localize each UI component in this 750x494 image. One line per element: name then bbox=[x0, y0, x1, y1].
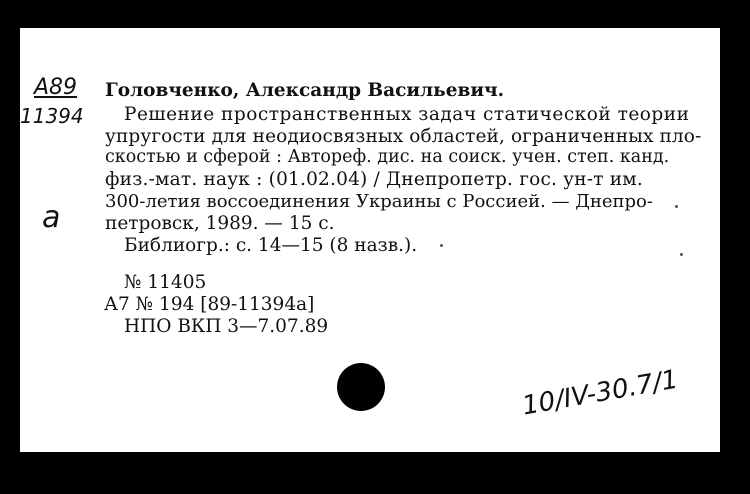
call-number-top: A89 bbox=[34, 75, 78, 100]
description-line-1: Решение пространственных задач статической теории bbox=[124, 104, 690, 125]
handwritten-mark: a bbox=[42, 200, 61, 235]
author-heading: Головченко, Александр Васильевич. bbox=[105, 80, 505, 101]
scan-dot bbox=[675, 205, 678, 208]
handwritten-code: 10/IV-30.7/1 bbox=[520, 364, 681, 422]
a7-number: А7 № 194 [89-11394а] bbox=[104, 294, 315, 315]
npo-line: НПО ВКП 3—7.07.89 bbox=[124, 316, 329, 337]
scan-dot bbox=[440, 244, 443, 247]
call-number-bottom: 11394 bbox=[20, 104, 84, 128]
description-line-2: упругости для неодиосвязных областей, ограниченных пло- bbox=[105, 126, 702, 147]
catalog-card bbox=[20, 28, 720, 452]
scan-dot bbox=[680, 253, 683, 256]
description-line-6: петровск, 1989. — 15 с. bbox=[105, 213, 335, 234]
description-line-5: 300-летия воссоединения Украины с Россией. — Днепро- bbox=[105, 191, 653, 212]
description-line-4: физ.-мат. наук : (01.02.04) / Днепропетр. гос. ун-т им. bbox=[105, 169, 643, 190]
item-number: № 11405 bbox=[124, 272, 207, 293]
punch-hole bbox=[337, 363, 385, 411]
description-line-3: скостью и сферой : Автореф. дис. на соиск. учен. степ. канд. bbox=[105, 147, 670, 167]
bibliography-note: Библиогр.: с. 14—15 (8 назв.). bbox=[124, 235, 418, 256]
scan-edge-strip bbox=[2, 340, 12, 450]
